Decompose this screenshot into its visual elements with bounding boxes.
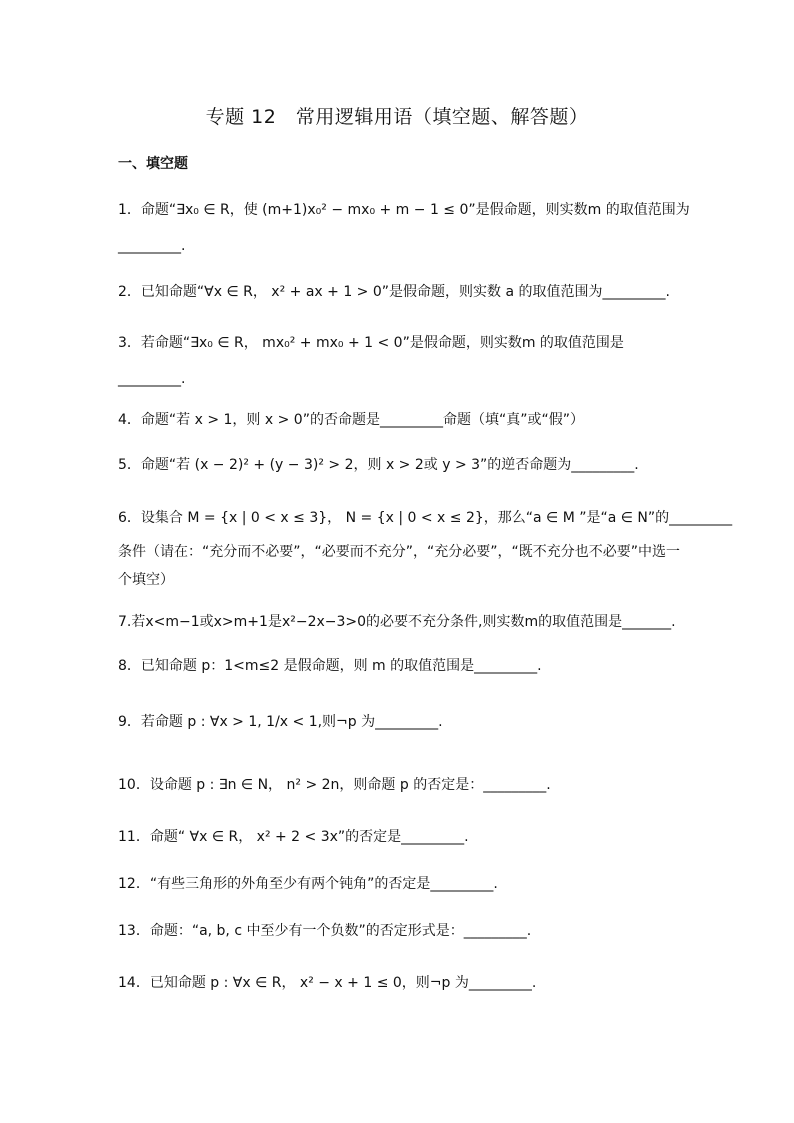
section-heading: 一、填空题	[118, 156, 188, 172]
question-1-line-2: _________.	[118, 238, 186, 254]
question-5: 5．命题“若 (x − 2)² + (y − 3)² > 2，则 x > 2或 y > 3”的逆否命题为_________.	[118, 457, 639, 473]
question-6-line-3: 个填空）	[118, 572, 174, 588]
question-8: 8．已知命题 p：1<m≤2 是假命题，则 m 的取值范围是_________.	[118, 658, 542, 674]
question-12: 12．“有些三角形的外角至少有两个钝角”的否定是_________.	[118, 876, 498, 892]
question-3-line-2: _________.	[118, 371, 186, 387]
question-9: 9．若命题 p : ∀x > 1, 1/x < 1,则¬p 为_________.	[118, 714, 443, 730]
question-2: 2．已知命题“∀x ∈ R， x² + ax + 1 > 0”是假命题，则实数 a 的取值范围为_________.	[118, 284, 670, 300]
question-4: 4．命题“若 x > 1，则 x > 0”的否命题是_________命题（填“真”或“假”）	[118, 412, 584, 428]
question-1-line-1: 1．命题“∃x₀ ∈ R，使 (m+1)x₀² − mx₀ + m − 1 ≤ 0”是假命题，则实数m 的取值范围为	[118, 202, 690, 218]
question-6-line-2: 条件（请在：“充分而不必要”，“必要而不充分”，“充分必要”，“既不充分也不必要”中选一	[118, 544, 681, 560]
question-10: 10．设命题 p : ∃n ∈ N， n² > 2n，则命题 p 的否定是：_________.	[118, 777, 551, 793]
page-title: 专题 12 常用逻辑用语（填空题、解答题）	[205, 106, 589, 128]
question-11: 11．命题“ ∀x ∈ R， x² + 2 < 3x”的否定是_________.	[118, 829, 469, 845]
question-3-line-1: 3．若命题“∃x₀ ∈ R， mx₀² + mx₀ + 1 < 0”是假命题，则实数m 的取值范围是	[118, 335, 624, 351]
question-7: 7.若x<m−1或x>m+1是x²−2x−3>0的必要不充分条件,则实数m的取值范围是_______.	[118, 614, 676, 630]
question-14: 14．已知命题 p : ∀x ∈ R， x² − x + 1 ≤ 0，则¬p 为_________.	[118, 975, 537, 991]
question-6-line-1: 6．设集合 M = {x | 0 < x ≤ 3}， N = {x | 0 < x ≤ 2}，那么“a ∈ M ”是“a ∈ N”的_________	[118, 510, 733, 526]
question-13: 13．命题：“a, b, c 中至少有一个负数”的否定形式是：_________.	[118, 923, 532, 939]
